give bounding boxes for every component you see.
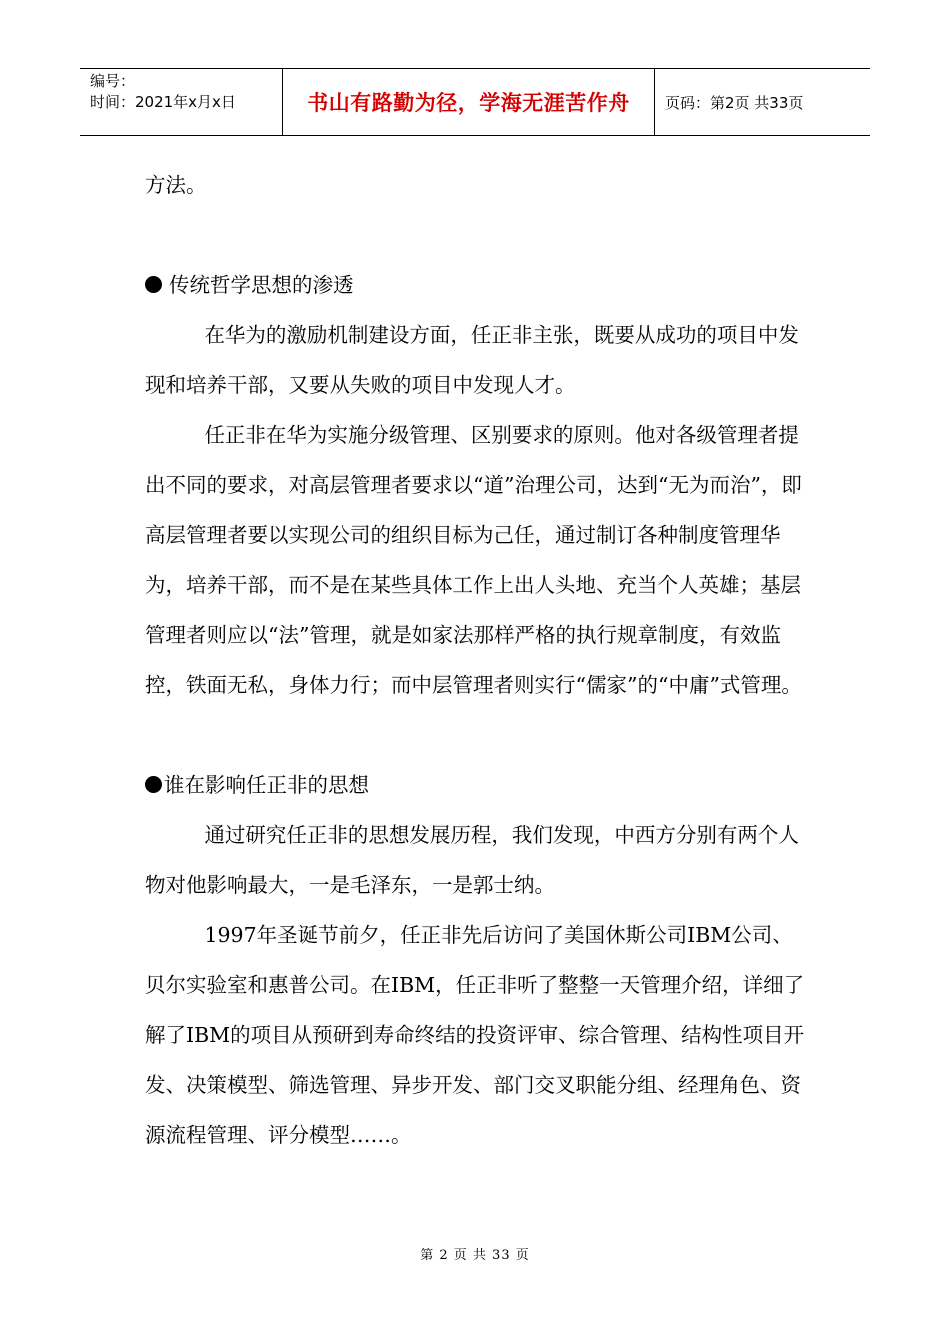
time-label: 时间：2021年x月x日 [90, 93, 236, 111]
spacer [145, 210, 810, 260]
header-meta-cell [80, 69, 283, 135]
section-heading [145, 260, 810, 310]
page-footer: 第 2 页 共 33 页 [420, 1248, 530, 1263]
bullet-icon [145, 276, 162, 293]
paragraph: 1997年圣诞节前夕，任正非先后访问了美国休斯公司IBM公司、贝尔实验室和惠普公司。在IBM，任正非听了整整一天管理介绍，详细了解了IBM的项目从预研到寿命终结的投资评审、综合管理、结构性项目开发、决策模型、筛选管理、异步开发、部门交叉职能分组、经理角色、资源流程管理、评分模型……。 [145, 923, 805, 1147]
paragraph: 任正非在华为实施分级管理、区别要求的原则。他对各级管理者提出不同的要求，对高层管理者要求以“道”治理公司，达到“无为而治”，即高层管理者要以实现公司的组织目标为己任，通过制订各种制度管理华为，培养干部，而不是在某些具体工作上出人头地、充当个人英雄；基层管理者则应以“法”管理，就是如家法那样严格的执行规章制度，有效监控，铁面无私，身体力行；而中层管理者则实行“儒家”的“中庸”式管理。 [145, 423, 802, 697]
paragraph: 方法。 [145, 173, 207, 197]
section-heading [145, 760, 810, 810]
header-slogan: 书山有路勤为径，学海无涯苦作舟 [283, 69, 655, 135]
number-label: 编号： [90, 72, 136, 90]
section-heading-text: 传统哲学思想的渗透 [169, 273, 354, 297]
page-header [80, 68, 870, 136]
paragraph: 在华为的激励机制建设方面，任正非主张，既要从成功的项目中发现和培养干部，又要从失败的项目中发现人才。 [145, 323, 799, 397]
paragraph: 通过研究任正非的思想发展历程，我们发现，中西方分别有两个人物对他影响最大，一是毛泽东，一是郭士纳。 [145, 823, 799, 897]
section-heading-text: 谁在影响任正非的思想 [164, 773, 369, 797]
spacer [145, 710, 810, 760]
header-page-info: 页码：第2页 共33页 [665, 93, 804, 112]
bullet-icon [145, 776, 162, 793]
document-body [145, 160, 810, 1160]
